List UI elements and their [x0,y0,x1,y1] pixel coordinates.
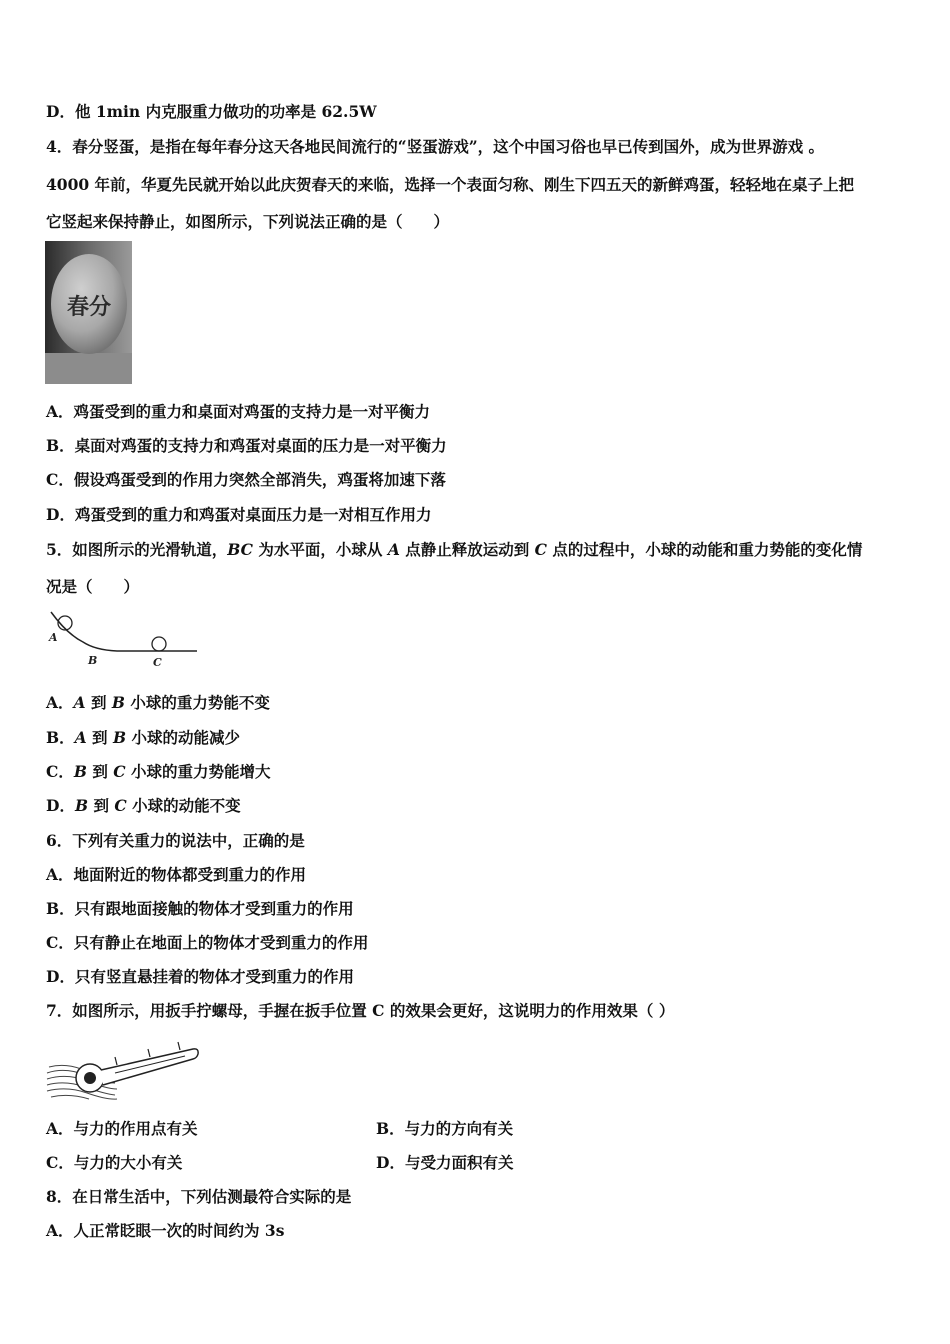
q5-stem-line2: 况是（ ） [46,577,140,596]
q5-option-c [46,762,271,782]
egg-label: 春分 [66,294,112,320]
opt-var: A [73,693,86,712]
nut [84,1072,96,1084]
track-curve [51,612,197,651]
opt-var: C [113,762,126,781]
q7-stem: 7．如图所示，用扳手拧螺母，手握在扳手位置 C 的效果会更好，这说明力的作用效果（ ） [46,1001,675,1020]
opt-prefix: D． [46,796,75,815]
opt-var: B [74,796,89,815]
egg-photo [45,241,132,384]
q5-stem-part: 为水平面，小球从 [253,540,388,559]
q7-option-c: C．与力的大小有关 [46,1153,183,1172]
q6-option-d: D．只有竖直悬挂着的物体才受到重力的作用 [46,967,354,986]
q5-option-b [46,728,240,748]
q6-option-a: A．地面附近的物体都受到重力的作用 [46,865,307,884]
opt-text: 小球的动能减少 [126,728,240,747]
q5-stem-var: BC [227,540,254,559]
opt-text: 小球的动能不变 [126,796,241,815]
ball-at-c [152,637,166,651]
q4-stem-line1: 4．春分竖蛋，是指在每年春分这天各地民间流行的“竖蛋游戏”，这个中国习俗也早已传到国外，成为世界游戏 。 [46,137,825,156]
opt-text: 小球的重力势能不变 [124,693,270,712]
opt-var: A [74,728,87,747]
q4-option-b: B．桌面对鸡蛋的支持力和鸡蛋对桌面的压力是一对平衡力 [46,436,447,455]
label-c: C [153,656,162,669]
q5-stem-part: 点静止释放运动到 [399,540,535,559]
q5-stem-line1 [46,540,862,560]
opt-var: B [73,762,87,781]
q4-option-d: D．鸡蛋受到的重力和鸡蛋对桌面压力是一对相互作用力 [46,505,432,524]
label-b: B [88,654,98,667]
wrench-diagram [45,1033,200,1103]
label-a: A [49,631,58,644]
opt-prefix: C． [46,762,74,781]
q7-option-d: D．与受力面积有关 [376,1153,514,1172]
opt-prefix: B． [46,728,75,747]
q4-stem-line2: 4000 年前，华夏先民就开始以此庆贺春天的来临，选择一个表面匀称、刚生下四五天的新鲜鸡蛋，轻轻地在桌子上把 [46,175,855,194]
q7-option-b: B．与力的方向有关 [376,1119,514,1138]
opt-var: B [111,693,125,712]
q6-option-b: B．只有跟地面接触的物体才受到重力的作用 [46,899,354,918]
opt-text: 小球的重力势能增大 [125,762,271,781]
q5-stem-var: C [534,540,547,559]
opt-text: 到 [85,693,112,712]
q5-stem-part: 5．如图所示的光滑轨道， [46,540,228,559]
q5-stem-part: 点的过程中，小球的动能和重力势能的变化情 [547,540,863,559]
q5-option-a [46,693,270,713]
opt-text: 到 [86,762,114,781]
q5-option-d [46,796,241,816]
q7-option-a: A．与力的作用点有关 [46,1119,198,1138]
q4-option-c: C．假设鸡蛋受到的作用力突然全部消失，鸡蛋将加速下落 [46,470,446,489]
track-diagram [45,606,200,670]
q8-option-a: A．人正常眨眼一次的时间约为 3s [46,1221,285,1240]
opt-prefix: A． [46,693,74,712]
q6-stem: 6．下列有关重力的说法中，正确的是 [46,831,305,850]
q8-stem: 8．在日常生活中，下列估测最符合实际的是 [46,1187,352,1206]
q6-option-c: C．只有静止在地面上的物体才受到重力的作用 [46,933,369,952]
opt-var: C [114,796,127,815]
opt-text: 到 [86,728,113,747]
q5-stem-var: A [387,540,400,559]
opt-text: 到 [88,796,115,815]
q4-stem-line3: 它竖起来保持静止，如图所示，下列说法正确的是（ ） [46,212,450,231]
q3-option-d: D．他 1min 内克服重力做功的功率是 62.5W [46,102,377,121]
opt-var: B [112,728,127,747]
q4-option-a: A．鸡蛋受到的重力和桌面对鸡蛋的支持力是一对平衡力 [46,402,431,421]
